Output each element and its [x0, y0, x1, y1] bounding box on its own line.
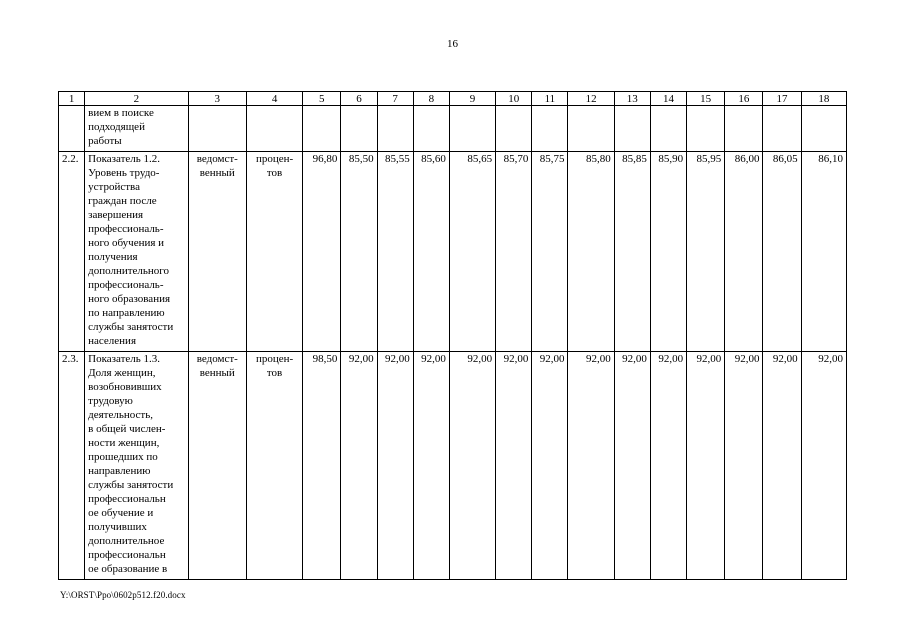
value-cell: 85,90 [650, 152, 686, 352]
value-cell: 92,00 [449, 352, 495, 580]
column-number: 18 [801, 92, 846, 106]
value-cell: 92,00 [568, 352, 614, 580]
indicator-unit: процен- тов [246, 152, 302, 352]
indicator-source: ведомст- венный [188, 352, 246, 580]
column-number: 1 [59, 92, 85, 106]
row-index: 2.2. [59, 152, 85, 352]
value-cell: 92,00 [496, 352, 532, 580]
file-path-footer: Y:\ORST\Ppo\0602p512.f20.docx [60, 590, 186, 600]
value-cell: 85,95 [687, 152, 725, 352]
value-cell: 86,00 [725, 152, 763, 352]
column-number: 5 [303, 92, 341, 106]
value-cell: 86,10 [801, 152, 846, 352]
value-cell: 85,55 [377, 152, 413, 352]
column-number: 15 [687, 92, 725, 106]
indicator-source: ведомст- венный [188, 152, 246, 352]
indicator-unit: процен- тов [246, 352, 302, 580]
page-number: 16 [447, 38, 458, 50]
table-row [59, 352, 847, 580]
table-row [59, 152, 847, 352]
column-number: 14 [650, 92, 686, 106]
column-number: 16 [725, 92, 763, 106]
value-cell: 92,00 [687, 352, 725, 580]
column-number: 17 [763, 92, 801, 106]
value-cell: 92,00 [801, 352, 846, 580]
value-cell: 92,00 [341, 352, 377, 580]
column-number: 12 [568, 92, 614, 106]
column-number: 11 [532, 92, 568, 106]
column-number: 8 [413, 92, 449, 106]
value-cell: 92,00 [614, 352, 650, 580]
row-index: 2.3. [59, 352, 85, 580]
value-cell: 85,65 [449, 152, 495, 352]
value-cell: 92,00 [413, 352, 449, 580]
column-number: 4 [246, 92, 302, 106]
value-cell: 92,00 [763, 352, 801, 580]
column-number: 3 [188, 92, 246, 106]
value-cell: 92,00 [650, 352, 686, 580]
column-number: 13 [614, 92, 650, 106]
value-cell: 85,80 [568, 152, 614, 352]
value-cell: 86,05 [763, 152, 801, 352]
value-cell: 85,60 [413, 152, 449, 352]
value-cell: 85,50 [341, 152, 377, 352]
column-number: 10 [496, 92, 532, 106]
value-cell: 92,00 [377, 352, 413, 580]
value-cell: 92,00 [725, 352, 763, 580]
column-number: 7 [377, 92, 413, 106]
indicator-label: Показатель 1.3. Доля женщин, возобновивших трудовую деятельность, в общей числен- ности женщин, прошедших по направлению службы занятости профессиональн ое обучение и получивших дополнительное профессиональн ое образование в [85, 352, 189, 580]
value-cell: 85,85 [614, 152, 650, 352]
column-number: 2 [85, 92, 189, 106]
indicator-label: Показатель 1.2. Уровень трудо- устройства граждан после завершения профессиональ- ного обучения и получения дополнительного профессиональ- ного образования по направлению службы занятости населения [85, 152, 189, 352]
indicators-table [58, 91, 847, 580]
column-number-row [59, 92, 847, 106]
value-cell: 96,80 [303, 152, 341, 352]
value-cell: 98,50 [303, 352, 341, 580]
value-cell: 85,75 [532, 152, 568, 352]
indicator-label: вием в поиске подходящей работы [85, 106, 189, 152]
column-number: 6 [341, 92, 377, 106]
value-cell: 92,00 [532, 352, 568, 580]
value-cell: 85,70 [496, 152, 532, 352]
continued-row [59, 106, 847, 152]
column-number: 9 [449, 92, 495, 106]
